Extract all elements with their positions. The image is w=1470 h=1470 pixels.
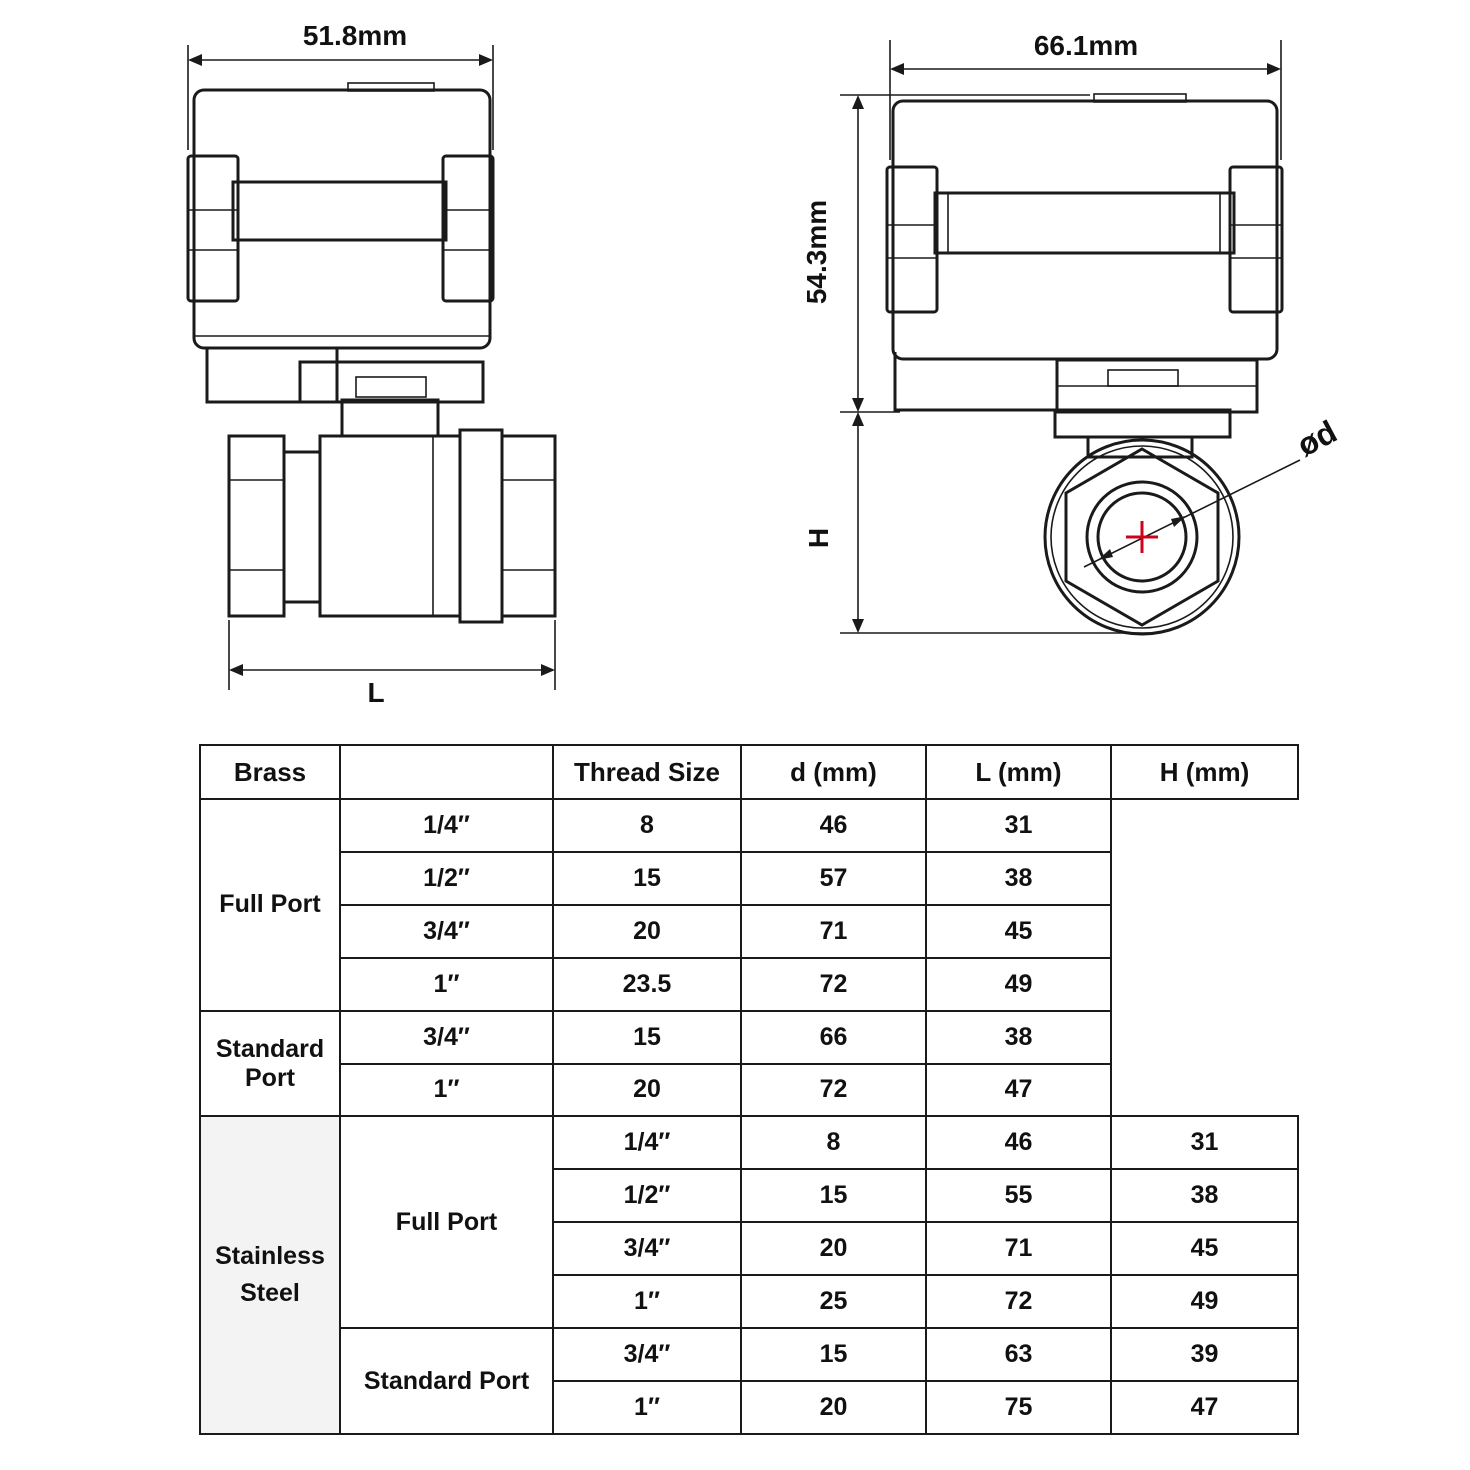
- thread-size-cell: 3/4″: [340, 905, 553, 958]
- side-view: [801, 30, 1343, 634]
- thread-size-cell: 3/4″: [553, 1328, 741, 1381]
- thread-size-cell: 3/4″: [553, 1222, 741, 1275]
- diameter-label: ød: [1291, 413, 1343, 464]
- front-valve-body: [229, 430, 555, 622]
- d-cell: 15: [553, 852, 741, 905]
- thread-size-cell: 1″: [340, 1064, 553, 1117]
- front-width-label: 51.8mm: [302, 20, 408, 51]
- l-cell: 75: [926, 1381, 1111, 1434]
- l-cell: 55: [926, 1169, 1111, 1222]
- l-cell: 46: [741, 799, 926, 852]
- thread-size-cell: 3/4″: [340, 1011, 553, 1064]
- l-cell: 57: [741, 852, 926, 905]
- l-cell: 72: [741, 1064, 926, 1117]
- side-pipe-end: [1045, 413, 1343, 634]
- side-actuator-housing: [887, 94, 1282, 457]
- l-cell: 71: [741, 905, 926, 958]
- l-cell: 72: [741, 958, 926, 1011]
- d-cell: 20: [553, 905, 741, 958]
- port-type-cell: [340, 1328, 553, 1434]
- port-type-cell: [340, 1116, 553, 1328]
- port-type-label: Full Port: [395, 1207, 498, 1236]
- d-cell: 23.5: [553, 958, 741, 1011]
- thread-size-cell: 1″: [340, 958, 553, 1011]
- port-type-label: Standard Port: [363, 1366, 530, 1395]
- port-type-label: Standard Port: [215, 1034, 325, 1092]
- side-height-label: 54.3mm: [801, 199, 832, 305]
- h-cell: 31: [1111, 1116, 1298, 1169]
- l-cell: 72: [926, 1275, 1111, 1328]
- valve-dimension-drawing: [0, 0, 1470, 730]
- port-type-cell: [200, 1011, 340, 1117]
- thread-size-cell: 1/4″: [340, 799, 553, 852]
- h-cell: 45: [1111, 1222, 1298, 1275]
- h-cell: 38: [926, 852, 1111, 905]
- table-row: [200, 1064, 1298, 1117]
- l-label: L: [367, 677, 385, 708]
- l-cell: 66: [741, 1011, 926, 1064]
- d-cell: 8: [741, 1116, 926, 1169]
- table-row: [200, 852, 1298, 905]
- l-cell: 63: [926, 1328, 1111, 1381]
- table-row: [200, 1328, 1298, 1381]
- table-row: [200, 1011, 1298, 1064]
- port-type-label: Full Port: [219, 890, 321, 919]
- column-header: [340, 745, 553, 799]
- material-label: Brass: [233, 756, 307, 787]
- h-cell: 31: [926, 799, 1111, 852]
- table-header-row: [200, 745, 1298, 799]
- front-actuator-housing: [188, 83, 493, 436]
- d-cell: 8: [553, 799, 741, 852]
- specification-table: [199, 744, 1299, 1435]
- thread-size-cell: 1/2″: [553, 1169, 741, 1222]
- thread-size-cell: 1/2″: [340, 852, 553, 905]
- side-width-label: 66.1mm: [1033, 30, 1139, 61]
- d-cell: 20: [741, 1222, 926, 1275]
- d-cell: 15: [741, 1328, 926, 1381]
- d-cell: 15: [553, 1011, 741, 1064]
- thread-size-cell: 1″: [553, 1381, 741, 1434]
- side-height-dimension: [801, 95, 1150, 633]
- table-row: [200, 958, 1298, 1011]
- table-row: [200, 1116, 1298, 1169]
- column-header: d (mm): [741, 745, 926, 799]
- front-length-dimension: [229, 620, 555, 708]
- thread-size-cell: 1″: [553, 1275, 741, 1328]
- material-cell: [200, 1116, 340, 1434]
- h-label: H: [803, 527, 834, 549]
- l-cell: 46: [926, 1116, 1111, 1169]
- h-cell: 38: [1111, 1169, 1298, 1222]
- h-cell: 49: [926, 958, 1111, 1011]
- l-cell: 71: [926, 1222, 1111, 1275]
- column-header: H (mm): [1111, 745, 1298, 799]
- h-cell: 45: [926, 905, 1111, 958]
- d-cell: 20: [553, 1064, 741, 1117]
- h-cell: 47: [1111, 1381, 1298, 1434]
- d-cell: 15: [741, 1169, 926, 1222]
- table-row: [200, 799, 1298, 852]
- material-cell: [200, 745, 340, 799]
- column-header: Thread Size: [553, 745, 741, 799]
- h-cell: 38: [926, 1011, 1111, 1064]
- d-cell: 20: [741, 1381, 926, 1434]
- d-cell: 25: [741, 1275, 926, 1328]
- h-cell: 47: [926, 1064, 1111, 1117]
- front-width-dimension: [188, 20, 493, 150]
- port-type-cell: [200, 799, 340, 1011]
- h-cell: 39: [1111, 1328, 1298, 1381]
- material-label: Stainless Steel: [215, 1241, 325, 1308]
- front-view: [188, 20, 555, 708]
- h-cell: 49: [1111, 1275, 1298, 1328]
- thread-size-cell: 1/4″: [553, 1116, 741, 1169]
- table-row: [200, 905, 1298, 958]
- column-header: L (mm): [926, 745, 1111, 799]
